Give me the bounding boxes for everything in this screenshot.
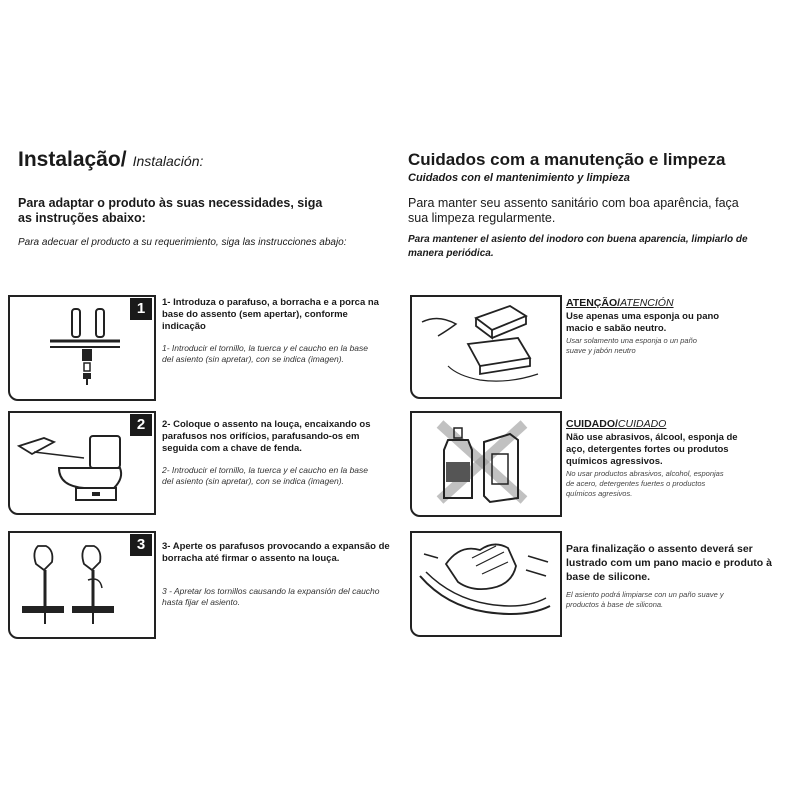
finishing-text-es: El asiento podrá limpiarse con un paño suave y productos à base de silicona. (566, 590, 724, 609)
step-1-text-es: 1- Introducir el tornillo, la tuerca y el caucho en la base del asiento (sin apretar), con se indica (imagen). (162, 343, 369, 364)
step-3-text-pt: 3- Aperte os parafusos provocando a expansão de borracha até firmar o assento na louça. (162, 541, 390, 564)
finishing-text-pt: Para finalização o assento deverá ser lustrado com um pano macio e produto à base de silicone. (566, 543, 772, 583)
step-3-badge: 3 (130, 534, 152, 556)
toilet-icon (14, 428, 134, 503)
sponge-icon (418, 300, 553, 390)
installation-intro-pt: Para adaptar o produto às suas necessidades, siga as instruções abaixo: (18, 196, 323, 225)
caution-title-es: CUIDADO (617, 418, 667, 430)
step-2-text-pt: 2- Coloque o assento na louça, encaixando os parafusos nos orifícios, parafusando-os em seguida com a chave de fenda. (162, 419, 371, 454)
caution-title-pt: CUIDADO/ (566, 418, 618, 430)
screwdriver-hands-icon (18, 540, 118, 628)
cloth-wipe-icon (416, 536, 554, 628)
installation-intro-es: Para adecuar el producto a su requerimiento, siga las instrucciones abajo: (18, 237, 347, 248)
caution-text-pt: Não use abrasivos, álcool, esponja de aço, detergentes fortes ou produtos químicos agressivos. (566, 432, 738, 467)
installation-title-es: Instalación: (132, 153, 204, 169)
bolt-assembly-icon (40, 303, 130, 388)
installation-title (18, 148, 203, 172)
attention-text (566, 297, 741, 356)
step-3-text-es: 3 - Apretar los tornillos causando la expansión del caucho hasta fijar el asiento. (162, 586, 380, 607)
attention-title-pt: ATENÇÃO/ (566, 297, 621, 309)
maintenance-title-es: Cuidados con el mantenimiento y limpieza (408, 172, 630, 184)
step-1-badge: 1 (130, 298, 152, 320)
step-2-text-es: 2- Introducir el tornillo, la tuerca y el caucho en la base del asiento (sin apretar), con se indica (imagen). (162, 465, 369, 486)
attention-title (566, 297, 741, 309)
step-2-badge: 2 (130, 414, 152, 436)
maintenance-title: Cuidados com a manutenção e limpeza (408, 150, 726, 169)
maintenance-intro-es: Para mantener el asiento del inodoro con buena aparencia, limpiarlo de manera periódica. (408, 234, 748, 259)
installation-title-pt: Instalação/ (18, 148, 127, 171)
step-1-text-pt: 1- Introduza o parafuso, a borracha e a porca na base do assento (sem apertar), conforme indicação (162, 297, 379, 332)
caution-text-es: No usar productos abrasivos, alcohol, esponjas de acero, detergentes fuertes o productos químicos agresivos. (566, 469, 724, 498)
caution-text (566, 418, 746, 499)
chemicals-crossed-icon (432, 418, 532, 506)
maintenance-intro-pt: Para manter seu assento sanitário com boa aparência, faça sua limpeza regularmente. (408, 196, 739, 225)
attention-title-es: ATENCIÓN (620, 297, 674, 309)
attention-text-pt: Use apenas uma esponja ou pano macio e sabão neutro. (566, 311, 720, 334)
caution-title (566, 418, 746, 430)
attention-text-es: Usar solamento una esponja o un paño suave y jabón neutro (566, 336, 697, 355)
